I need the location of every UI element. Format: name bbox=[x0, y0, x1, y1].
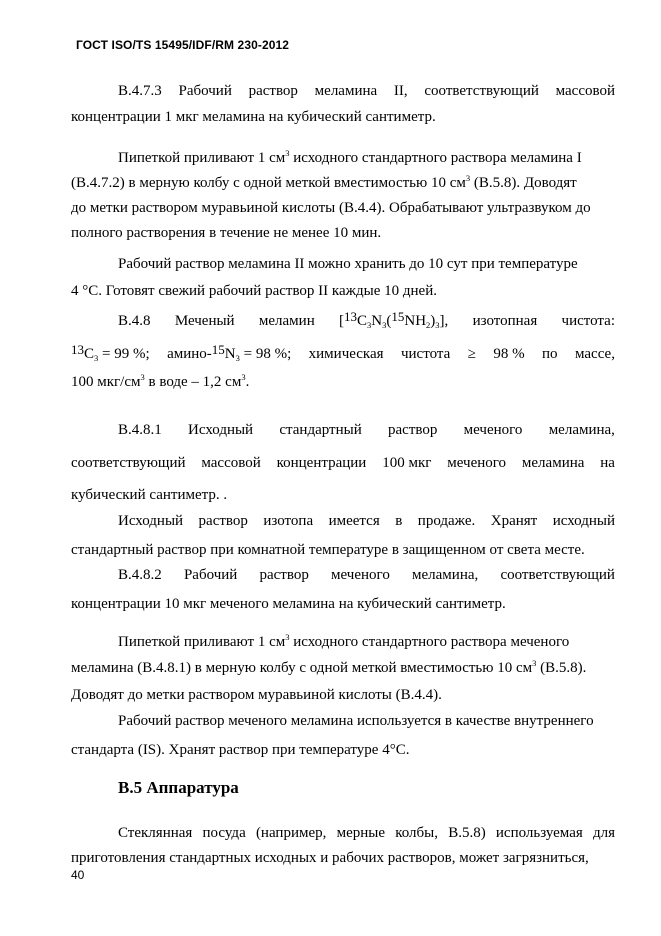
text-line: (В.4.7.2) в мерную колбу с одной меткой вместимостью 10 $см^3$ (В.5.8). Доводят bbox=[71, 173, 577, 191]
text-line: концентрации 1 мкг меламина на кубический сантиметр. bbox=[71, 109, 436, 125]
text-line: Доводят до метки раствором муравьиной кислоты (В.4.4). bbox=[71, 687, 442, 703]
text-line: Рабочий раствор меченого меламина используется в качестве внутреннего bbox=[118, 713, 594, 729]
text-line: 100 мкг/$см^3$ в воде – 1,2 $см^3$. bbox=[71, 372, 250, 390]
document-header: ГОСТ ISO/TS 15495/IDF/RM 230-2012 bbox=[76, 38, 290, 52]
text-line: до метки раствором муравьиной кислоты (В.4.4). Обрабатывают ультразвуком до bbox=[71, 200, 591, 216]
text-line: приготовления стандартных исходных и рабочих растворов, может загрязниться, bbox=[71, 850, 589, 866]
text-line: стандарта (IS). Хранят раствор при температуре 4°С. bbox=[71, 742, 410, 758]
text-line: Пипеткой приливают 1 $см^3$ исходного стандартного раствора меламина I bbox=[118, 148, 582, 166]
justified-line: $13C_3 = 99$ %; амино-$15N_3 = 98$ %; химическая чистота ≥ 98 % по массе, bbox=[71, 342, 615, 363]
justified-line: В.4.8 Меченый меламин $[13C_3N_3(15NH_2)_3]$, изотопная чистота: bbox=[71, 309, 615, 333]
text-line: Пипеткой приливают 1 $см^3$ исходного стандартного раствора меченого bbox=[118, 632, 570, 650]
justified-line: В.4.8.2 Рабочий раствор меченого меламина, соответствующий bbox=[118, 567, 615, 583]
text-line: 4 °С. Готовят свежий рабочий раствор II каждые 10 дней. bbox=[71, 283, 437, 299]
text-line: Рабочий раствор меламина II можно хранить до 10 сут при температуре bbox=[118, 256, 578, 272]
text-line: меламина (В.4.8.1) в мерную колбу с одной меткой вместимостью 10 $см^3$ (В.5.8). bbox=[71, 658, 587, 676]
paragraph-b473 bbox=[71, 79, 615, 129]
text-line: кубический сантиметр. . bbox=[71, 487, 228, 503]
paragraph-glassware bbox=[71, 821, 615, 870]
paragraph-isotope bbox=[71, 509, 615, 562]
text-line: концентрации 10 мкг меченого меламина на кубический сантиметр. bbox=[71, 596, 506, 612]
justified-line: Исходный раствор изотопа имеется в продаже. Хранят исходный bbox=[118, 513, 615, 529]
justified-line: В.4.7.3 Рабочий раствор меламина II, соответствующий массовой bbox=[118, 83, 615, 99]
paragraph-pipette-1 bbox=[71, 146, 615, 245]
section-heading: В.5 Аппаратура bbox=[118, 778, 239, 797]
paragraph-storage bbox=[71, 252, 615, 303]
paragraph-pipette-2 bbox=[71, 630, 615, 707]
justified-line: соответствующий массовой концентрации 100 мкг меченого меламина на bbox=[71, 455, 615, 471]
paragraph-b482 bbox=[71, 563, 615, 616]
labeled-melamine-formula: $[13C_3N_3(15NH_2)_3]$, bbox=[339, 309, 449, 330]
paragraph-b48 bbox=[71, 309, 615, 394]
page-number: 40 bbox=[71, 868, 85, 882]
paragraph-internal-standard bbox=[71, 709, 615, 762]
text-line: полного растворения в течение не менее 10 мин. bbox=[71, 225, 382, 241]
paragraph-b481 bbox=[71, 418, 615, 507]
text-line: стандартный раствор при комнатной температуре в защищенном от света месте. bbox=[71, 542, 585, 558]
justified-line: Стеклянная посуда (например, мерные колбы, В.5.8) используемая для bbox=[118, 825, 615, 841]
justified-line: В.4.8.1 Исходный стандартный раствор меченого меламина, bbox=[118, 422, 615, 438]
